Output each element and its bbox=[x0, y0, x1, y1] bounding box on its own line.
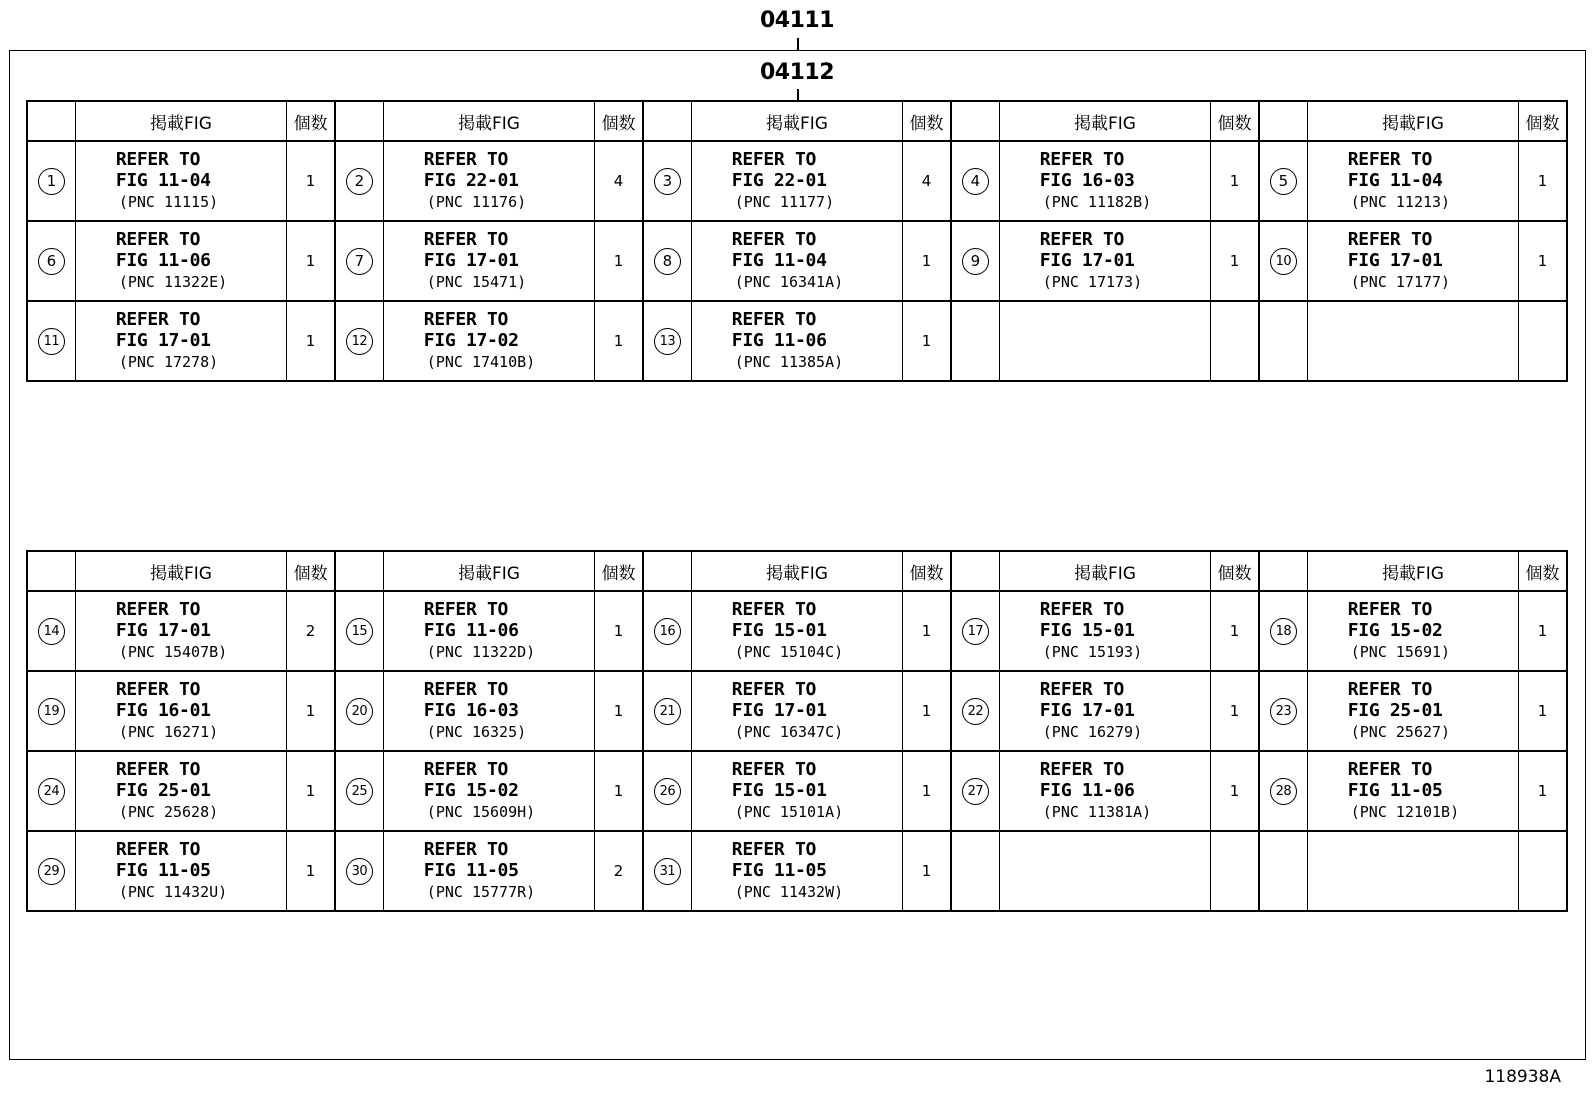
item-number-callout: 10 bbox=[1270, 248, 1297, 275]
pnc-code: (PNC 15104C) bbox=[734, 643, 844, 661]
fig-number: FIG 11-06 bbox=[423, 620, 519, 641]
item-number-cell bbox=[1259, 301, 1307, 381]
refer-to-text: REFER TO bbox=[115, 229, 201, 250]
fig-reference-cell bbox=[691, 591, 902, 671]
fig-number: FIG 25-01 bbox=[1347, 700, 1443, 721]
fig-reference-cell bbox=[383, 591, 594, 671]
refer-to-text: REFER TO bbox=[423, 599, 509, 620]
leader-line-top bbox=[797, 38, 799, 50]
item-number-callout: 5 bbox=[1270, 168, 1297, 195]
item-number-cell bbox=[643, 831, 691, 911]
fig-reference-cell bbox=[383, 751, 594, 831]
quantity-cell: 1 bbox=[595, 751, 643, 831]
item-number-cell bbox=[27, 831, 75, 911]
item-number-callout: 25 bbox=[346, 778, 373, 805]
header-num-cell bbox=[1259, 101, 1307, 141]
header-fig: 掲載FIG bbox=[999, 101, 1210, 141]
item-number-cell bbox=[335, 831, 383, 911]
header-num-cell bbox=[643, 101, 691, 141]
header-fig: 掲載FIG bbox=[383, 551, 594, 591]
quantity-cell: 1 bbox=[1211, 671, 1259, 751]
pnc-code: (PNC 15101A) bbox=[734, 803, 844, 821]
item-number-cell bbox=[1259, 221, 1307, 301]
item-number-cell bbox=[951, 141, 999, 221]
refer-to-text: REFER TO bbox=[115, 599, 201, 620]
fig-number: FIG 17-01 bbox=[115, 620, 211, 641]
table-row bbox=[27, 591, 1567, 671]
fig-number: FIG 16-03 bbox=[423, 700, 519, 721]
fig-reference-cell bbox=[1307, 301, 1518, 381]
fig-reference-cell bbox=[691, 141, 902, 221]
item-number-cell bbox=[335, 301, 383, 381]
fig-reference-cell bbox=[75, 141, 286, 221]
header-fig: 掲載FIG bbox=[999, 551, 1210, 591]
item-number-cell bbox=[1259, 831, 1307, 911]
pnc-code: (PNC 25627) bbox=[1350, 723, 1451, 741]
fig-number: FIG 15-01 bbox=[731, 780, 827, 801]
header-fig: 掲載FIG bbox=[691, 101, 902, 141]
refer-to-text: REFER TO bbox=[1347, 759, 1433, 780]
pnc-code: (PNC 11381A) bbox=[1042, 803, 1152, 821]
item-number-cell bbox=[27, 751, 75, 831]
fig-number: FIG 17-01 bbox=[1039, 700, 1135, 721]
header-qty: 個数 bbox=[287, 551, 335, 591]
item-number-callout: 4 bbox=[962, 168, 989, 195]
item-number-callout: 1 bbox=[38, 168, 65, 195]
fig-reference-cell bbox=[999, 751, 1210, 831]
refer-to-text: REFER TO bbox=[423, 309, 509, 330]
fig-reference-cell bbox=[383, 141, 594, 221]
quantity-cell: 1 bbox=[903, 301, 951, 381]
pnc-code: (PNC 15471) bbox=[426, 273, 527, 291]
fig-reference-cell bbox=[1307, 751, 1518, 831]
header-qty: 個数 bbox=[903, 551, 951, 591]
item-number-cell bbox=[335, 141, 383, 221]
refer-to-text: REFER TO bbox=[1039, 759, 1125, 780]
item-number-cell bbox=[27, 221, 75, 301]
fig-reference-cell bbox=[383, 301, 594, 381]
refer-to-text: REFER TO bbox=[115, 679, 201, 700]
pnc-code: (PNC 15609H) bbox=[426, 803, 536, 821]
item-number-cell bbox=[27, 301, 75, 381]
fig-number: FIG 11-06 bbox=[731, 330, 827, 351]
item-number-callout: 3 bbox=[654, 168, 681, 195]
item-number-cell bbox=[951, 751, 999, 831]
fig-number: FIG 15-01 bbox=[731, 620, 827, 641]
quantity-cell: 1 bbox=[287, 831, 335, 911]
pnc-code: (PNC 17173) bbox=[1042, 273, 1143, 291]
table-row bbox=[27, 751, 1567, 831]
pnc-code: (PNC 11432U) bbox=[118, 883, 228, 901]
fig-reference-cell bbox=[383, 831, 594, 911]
quantity-cell: 1 bbox=[287, 671, 335, 751]
header-num-cell bbox=[951, 551, 999, 591]
image-id-label: 118938A bbox=[1484, 1067, 1561, 1087]
quantity-cell: 1 bbox=[903, 751, 951, 831]
fig-number: FIG 16-03 bbox=[1039, 170, 1135, 191]
quantity-cell: 1 bbox=[903, 221, 951, 301]
item-number-cell bbox=[335, 221, 383, 301]
refer-to-text: REFER TO bbox=[731, 679, 817, 700]
fig-number: FIG 17-01 bbox=[1039, 250, 1135, 271]
fig-number: FIG 17-02 bbox=[423, 330, 519, 351]
fig-reference-cell bbox=[1307, 221, 1518, 301]
item-number-callout: 26 bbox=[654, 778, 681, 805]
item-number-callout: 30 bbox=[346, 858, 373, 885]
refer-to-text: REFER TO bbox=[115, 759, 201, 780]
quantity-cell: 1 bbox=[595, 301, 643, 381]
quantity-cell: 1 bbox=[1211, 141, 1259, 221]
table-header-row bbox=[27, 551, 1567, 591]
item-number-cell bbox=[951, 671, 999, 751]
refer-to-text: REFER TO bbox=[731, 599, 817, 620]
header-qty: 個数 bbox=[1519, 101, 1567, 141]
fig-reference-cell bbox=[691, 751, 902, 831]
assembly-code-04111: 04111 bbox=[759, 8, 835, 33]
pnc-code: (PNC 11322D) bbox=[426, 643, 536, 661]
quantity-cell: 4 bbox=[595, 141, 643, 221]
refer-to-text: REFER TO bbox=[115, 839, 201, 860]
assembly-code-04112: 04112 bbox=[759, 60, 835, 85]
refer-to-text: REFER TO bbox=[731, 149, 817, 170]
item-number-cell bbox=[643, 591, 691, 671]
item-number-callout: 13 bbox=[654, 328, 681, 355]
pnc-code: (PNC 17177) bbox=[1350, 273, 1451, 291]
refer-to-text: REFER TO bbox=[731, 759, 817, 780]
quantity-cell: 1 bbox=[1211, 751, 1259, 831]
fig-reference-cell bbox=[691, 221, 902, 301]
parts-reference-table-1 bbox=[26, 100, 1568, 382]
fig-number: FIG 11-05 bbox=[115, 860, 211, 881]
refer-to-text: REFER TO bbox=[1039, 599, 1125, 620]
header-qty: 個数 bbox=[1519, 551, 1567, 591]
quantity-cell bbox=[1211, 831, 1259, 911]
item-number-callout: 14 bbox=[38, 618, 65, 645]
item-number-callout: 31 bbox=[654, 858, 681, 885]
pnc-code: (PNC 11213) bbox=[1350, 193, 1451, 211]
fig-number: FIG 16-01 bbox=[115, 700, 211, 721]
fig-number: FIG 11-05 bbox=[423, 860, 519, 881]
fig-reference-cell bbox=[75, 301, 286, 381]
refer-to-text: REFER TO bbox=[1347, 679, 1433, 700]
fig-reference-cell bbox=[75, 221, 286, 301]
item-number-cell bbox=[1259, 141, 1307, 221]
fig-reference-cell bbox=[691, 301, 902, 381]
fig-reference-cell bbox=[999, 591, 1210, 671]
item-number-cell bbox=[1259, 591, 1307, 671]
pnc-code: (PNC 15407B) bbox=[118, 643, 228, 661]
pnc-code: (PNC 16279) bbox=[1042, 723, 1143, 741]
quantity-cell: 1 bbox=[287, 301, 335, 381]
refer-to-text: REFER TO bbox=[731, 309, 817, 330]
pnc-code: (PNC 15777R) bbox=[426, 883, 536, 901]
pnc-code: (PNC 11322E) bbox=[118, 273, 228, 291]
item-number-cell bbox=[951, 221, 999, 301]
item-number-callout: 8 bbox=[654, 248, 681, 275]
refer-to-text: REFER TO bbox=[1347, 149, 1433, 170]
pnc-code: (PNC 17410B) bbox=[426, 353, 536, 371]
item-number-cell bbox=[951, 591, 999, 671]
refer-to-text: REFER TO bbox=[1347, 599, 1433, 620]
fig-number: FIG 17-01 bbox=[1347, 250, 1443, 271]
pnc-code: (PNC 16271) bbox=[118, 723, 219, 741]
item-number-callout: 28 bbox=[1270, 778, 1297, 805]
item-number-callout: 27 bbox=[962, 778, 989, 805]
quantity-cell: 2 bbox=[287, 591, 335, 671]
table-row bbox=[27, 671, 1567, 751]
pnc-code: (PNC 11177) bbox=[734, 193, 835, 211]
refer-to-text: REFER TO bbox=[115, 149, 201, 170]
fig-reference-cell bbox=[75, 751, 286, 831]
pnc-code: (PNC 11182B) bbox=[1042, 193, 1152, 211]
item-number-cell bbox=[335, 751, 383, 831]
quantity-cell: 1 bbox=[595, 671, 643, 751]
fig-number: FIG 11-06 bbox=[1039, 780, 1135, 801]
pnc-code: (PNC 12101B) bbox=[1350, 803, 1460, 821]
parts-reference-table-2 bbox=[26, 550, 1568, 912]
header-num-cell bbox=[951, 101, 999, 141]
fig-number: FIG 22-01 bbox=[731, 170, 827, 191]
refer-to-text: REFER TO bbox=[423, 759, 509, 780]
fig-reference-cell bbox=[1307, 591, 1518, 671]
pnc-code: (PNC 15193) bbox=[1042, 643, 1143, 661]
quantity-cell: 1 bbox=[1519, 221, 1567, 301]
table-row bbox=[27, 301, 1567, 381]
refer-to-text: REFER TO bbox=[731, 229, 817, 250]
fig-number: FIG 15-02 bbox=[423, 780, 519, 801]
item-number-callout: 7 bbox=[346, 248, 373, 275]
fig-reference-cell bbox=[999, 141, 1210, 221]
header-fig: 掲載FIG bbox=[383, 101, 594, 141]
quantity-cell: 1 bbox=[903, 831, 951, 911]
item-number-cell bbox=[643, 301, 691, 381]
quantity-cell: 1 bbox=[1519, 591, 1567, 671]
fig-number: FIG 25-01 bbox=[115, 780, 211, 801]
quantity-cell: 1 bbox=[1519, 671, 1567, 751]
refer-to-text: REFER TO bbox=[115, 309, 201, 330]
header-num-cell bbox=[335, 551, 383, 591]
quantity-cell: 1 bbox=[903, 591, 951, 671]
quantity-cell: 2 bbox=[595, 831, 643, 911]
header-fig: 掲載FIG bbox=[75, 101, 286, 141]
quantity-cell bbox=[1519, 831, 1567, 911]
quantity-cell: 1 bbox=[287, 751, 335, 831]
header-qty: 個数 bbox=[595, 551, 643, 591]
pnc-code: (PNC 16341A) bbox=[734, 273, 844, 291]
pnc-code: (PNC 15691) bbox=[1350, 643, 1451, 661]
fig-number: FIG 17-01 bbox=[423, 250, 519, 271]
header-fig: 掲載FIG bbox=[75, 551, 286, 591]
item-number-cell bbox=[643, 671, 691, 751]
header-fig: 掲載FIG bbox=[691, 551, 902, 591]
item-number-callout: 20 bbox=[346, 698, 373, 725]
item-number-cell bbox=[643, 751, 691, 831]
fig-number: FIG 11-04 bbox=[731, 250, 827, 271]
quantity-cell: 1 bbox=[1519, 141, 1567, 221]
item-number-callout: 9 bbox=[962, 248, 989, 275]
fig-reference-cell bbox=[383, 671, 594, 751]
fig-reference-cell bbox=[999, 221, 1210, 301]
pnc-code: (PNC 16347C) bbox=[734, 723, 844, 741]
fig-reference-cell bbox=[691, 671, 902, 751]
item-number-callout: 11 bbox=[38, 328, 65, 355]
item-number-cell bbox=[643, 221, 691, 301]
item-number-callout: 19 bbox=[38, 698, 65, 725]
item-number-cell bbox=[27, 591, 75, 671]
fig-number: FIG 11-04 bbox=[115, 170, 211, 191]
quantity-cell bbox=[1211, 301, 1259, 381]
pnc-code: (PNC 11115) bbox=[118, 193, 219, 211]
fig-reference-cell bbox=[691, 831, 902, 911]
item-number-callout: 24 bbox=[38, 778, 65, 805]
refer-to-text: REFER TO bbox=[423, 229, 509, 250]
header-num-cell bbox=[643, 551, 691, 591]
quantity-cell bbox=[1519, 301, 1567, 381]
item-number-cell bbox=[643, 141, 691, 221]
fig-reference-cell bbox=[999, 671, 1210, 751]
item-number-callout: 23 bbox=[1270, 698, 1297, 725]
fig-reference-cell bbox=[1307, 141, 1518, 221]
refer-to-text: REFER TO bbox=[423, 839, 509, 860]
header-num-cell bbox=[1259, 551, 1307, 591]
item-number-callout: 22 bbox=[962, 698, 989, 725]
item-number-cell bbox=[951, 301, 999, 381]
fig-number: FIG 15-02 bbox=[1347, 620, 1443, 641]
fig-number: FIG 15-01 bbox=[1039, 620, 1135, 641]
fig-reference-cell bbox=[75, 671, 286, 751]
fig-reference-cell bbox=[1307, 831, 1518, 911]
item-number-cell bbox=[27, 141, 75, 221]
refer-to-text: REFER TO bbox=[1039, 229, 1125, 250]
quantity-cell: 4 bbox=[903, 141, 951, 221]
pnc-code: (PNC 16325) bbox=[426, 723, 527, 741]
refer-to-text: REFER TO bbox=[423, 679, 509, 700]
item-number-cell bbox=[27, 671, 75, 751]
item-number-callout: 2 bbox=[346, 168, 373, 195]
header-qty: 個数 bbox=[1211, 101, 1259, 141]
quantity-cell: 1 bbox=[595, 221, 643, 301]
quantity-cell: 1 bbox=[287, 141, 335, 221]
fig-reference-cell bbox=[75, 591, 286, 671]
header-num-cell bbox=[335, 101, 383, 141]
quantity-cell: 1 bbox=[1211, 591, 1259, 671]
fig-reference-cell bbox=[383, 221, 594, 301]
fig-number: FIG 17-01 bbox=[115, 330, 211, 351]
fig-reference-cell bbox=[75, 831, 286, 911]
pnc-code: (PNC 25628) bbox=[118, 803, 219, 821]
header-fig: 掲載FIG bbox=[1307, 551, 1518, 591]
header-qty: 個数 bbox=[1211, 551, 1259, 591]
pnc-code: (PNC 11176) bbox=[426, 193, 527, 211]
item-number-callout: 21 bbox=[654, 698, 681, 725]
header-qty: 個数 bbox=[903, 101, 951, 141]
fig-number: FIG 11-05 bbox=[1347, 780, 1443, 801]
item-number-callout: 6 bbox=[38, 248, 65, 275]
fig-number: FIG 11-05 bbox=[731, 860, 827, 881]
item-number-callout: 15 bbox=[346, 618, 373, 645]
header-qty: 個数 bbox=[287, 101, 335, 141]
fig-number: FIG 11-04 bbox=[1347, 170, 1443, 191]
table-row bbox=[27, 831, 1567, 911]
quantity-cell: 1 bbox=[595, 591, 643, 671]
fig-reference-cell bbox=[999, 301, 1210, 381]
table-header-row bbox=[27, 101, 1567, 141]
pnc-code: (PNC 17278) bbox=[118, 353, 219, 371]
header-fig: 掲載FIG bbox=[1307, 101, 1518, 141]
refer-to-text: REFER TO bbox=[1039, 149, 1125, 170]
item-number-cell bbox=[951, 831, 999, 911]
header-num-cell bbox=[27, 551, 75, 591]
table-row bbox=[27, 141, 1567, 221]
quantity-cell: 1 bbox=[903, 671, 951, 751]
refer-to-text: REFER TO bbox=[423, 149, 509, 170]
item-number-callout: 16 bbox=[654, 618, 681, 645]
pnc-code: (PNC 11432W) bbox=[734, 883, 844, 901]
quantity-cell: 1 bbox=[287, 221, 335, 301]
refer-to-text: REFER TO bbox=[1039, 679, 1125, 700]
item-number-cell bbox=[335, 591, 383, 671]
refer-to-text: REFER TO bbox=[731, 839, 817, 860]
header-num-cell bbox=[27, 101, 75, 141]
item-number-cell bbox=[1259, 671, 1307, 751]
item-number-callout: 18 bbox=[1270, 618, 1297, 645]
fig-reference-cell bbox=[1307, 671, 1518, 751]
fig-number: FIG 22-01 bbox=[423, 170, 519, 191]
quantity-cell: 1 bbox=[1211, 221, 1259, 301]
item-number-callout: 12 bbox=[346, 328, 373, 355]
header-qty: 個数 bbox=[595, 101, 643, 141]
item-number-cell bbox=[1259, 751, 1307, 831]
table-row bbox=[27, 221, 1567, 301]
item-number-cell bbox=[335, 671, 383, 751]
pnc-code: (PNC 11385A) bbox=[734, 353, 844, 371]
item-number-callout: 29 bbox=[38, 858, 65, 885]
fig-number: FIG 11-06 bbox=[115, 250, 211, 271]
fig-reference-cell bbox=[999, 831, 1210, 911]
quantity-cell: 1 bbox=[1519, 751, 1567, 831]
refer-to-text: REFER TO bbox=[1347, 229, 1433, 250]
item-number-callout: 17 bbox=[962, 618, 989, 645]
fig-number: FIG 17-01 bbox=[731, 700, 827, 721]
